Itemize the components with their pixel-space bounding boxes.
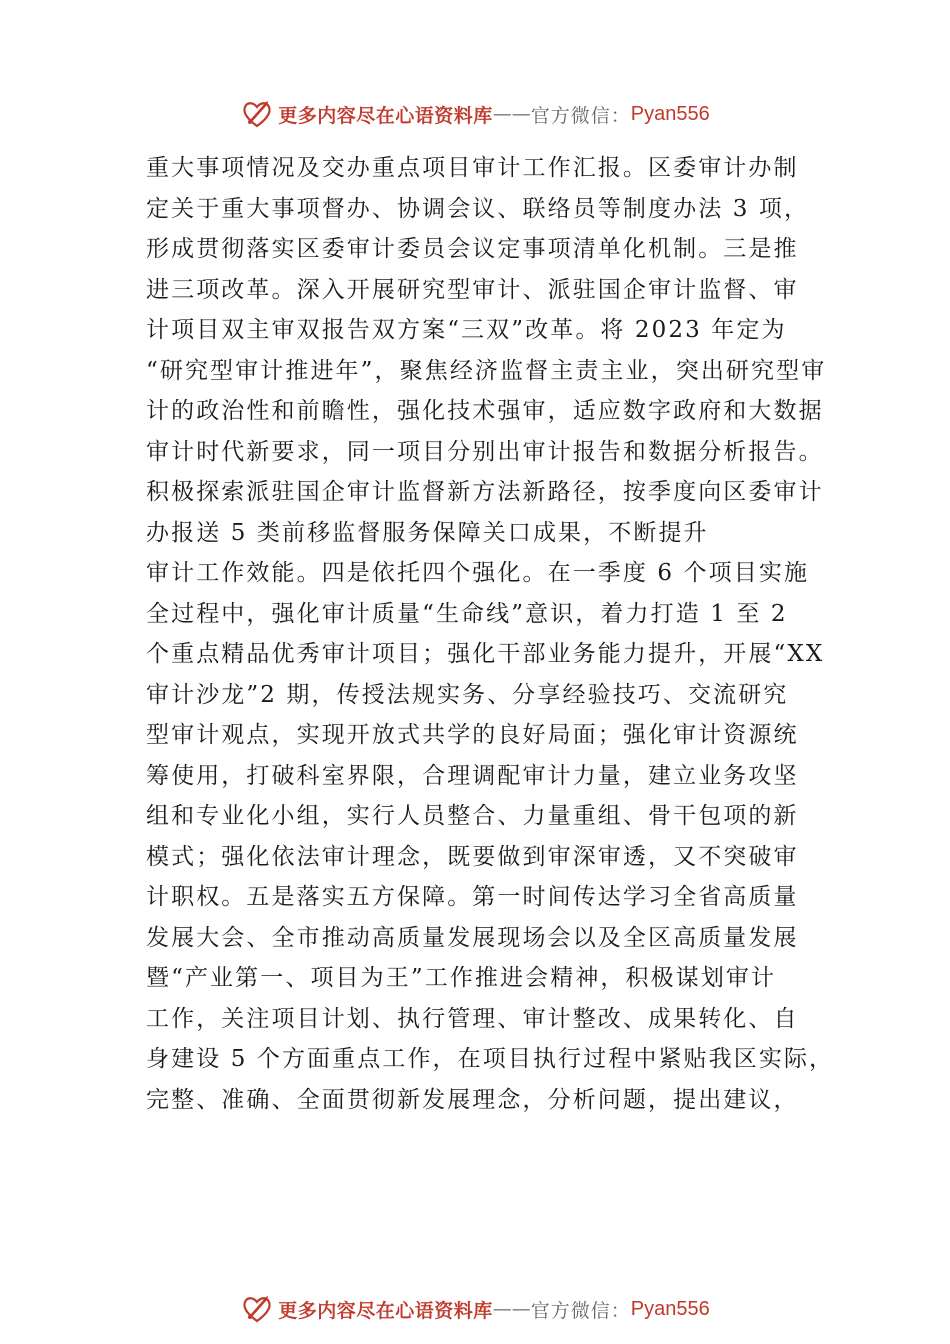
header-separator: —— — [492, 103, 531, 125]
body-line: 筹使用，打破科室界限，合理调配审计力量，建立业务攻坚 — [146, 762, 799, 789]
footer-wechat-id: Pyan556 — [630, 1297, 710, 1320]
body-line: 发展大会、全市推动高质量发展现场会以及全区高质量发展 — [146, 924, 799, 951]
body-line: 审计时代新要求，同一项目分别出审计报告和数据分析报告。 — [146, 438, 824, 465]
body-line: 完整、准确、全面贯彻新发展理念，分析问题，提出建议， — [146, 1086, 799, 1113]
heart-pen-icon — [240, 97, 274, 131]
body-line: 重大事项情况及交办重点项目审计工作汇报。区委审计办制 — [146, 155, 799, 181]
body-line: 型审计观点，实现开放式共学的良好局面；强化审计资源统 — [146, 722, 799, 748]
body-line: 审计沙龙”2 期，传授法规实务、分享经验技巧、交流研究 — [146, 681, 789, 708]
document-body — [146, 148, 835, 1120]
body-line: 形成贯彻落实区委审计委员会议定事项清单化机制。三是推 — [146, 236, 799, 262]
body-line: 审计工作效能。四是依托四个强化。在一季度 6 个项目实施 — [146, 560, 810, 586]
footer-banner — [0, 1289, 950, 1329]
header-banner — [0, 94, 950, 134]
body-line: 模式；强化依法审计理念，既要做到审深审透，又不突破审 — [146, 843, 799, 870]
heart-pen-icon — [240, 1292, 274, 1326]
body-line: 定关于重大事项督办、协调会议、联络员等制度办法 3 项， — [146, 195, 810, 222]
body-line: 全过程中，强化审计质量“生命线”意识，着力打造 1 至 2 — [146, 600, 788, 627]
header-site-name: 更多内容尽在心语资料库 — [278, 104, 493, 127]
body-line: 暨“产业第一、项目为王”工作推进会精神，积极谋划审计 — [146, 965, 777, 991]
body-line: 工作，关注项目计划、执行管理、审计整改、成果转化、自 — [146, 1005, 799, 1032]
body-line: 计的政治性和前瞻性，强化技术强审，适应数字政府和大数据 — [146, 398, 824, 424]
header-wechat-id: Pyan556 — [630, 102, 710, 125]
header-wechat-label: 官方微信： — [530, 104, 631, 127]
body-line: 办报送 5 类前移监督服务保障关口成果，不断提升 — [146, 519, 709, 546]
body-line: 计职权。五是落实五方保障。第一时间传达学习全省高质量 — [146, 884, 799, 910]
body-line: 积极探索派驻国企审计监督新方法新路径，按季度向区委审计 — [146, 479, 824, 505]
body-line: 组和专业化小组，实行人员整合、力量重组、骨干包项的新 — [146, 803, 799, 829]
body-line: 个重点精品优秀审计项目；强化干部业务能力提升，开展“XX — [146, 641, 825, 667]
body-line: 进三项改革。深入开展研究型审计、派驻国企审计监督、审 — [146, 276, 799, 303]
footer-site-name: 更多内容尽在心语资料库 — [278, 1299, 493, 1322]
body-line: 计项目双主审双报告双方案“三双”改革。将 2023 年定为 — [146, 317, 787, 343]
footer-wechat-label: 官方微信： — [530, 1299, 631, 1322]
body-line: “研究型审计推进年”，聚焦经济监督主责主业，突出研究型审 — [146, 357, 827, 384]
footer-separator: —— — [492, 1298, 531, 1320]
body-line: 身建设 5 个方面重点工作，在项目执行过程中紧贴我区实际， — [146, 1046, 835, 1072]
